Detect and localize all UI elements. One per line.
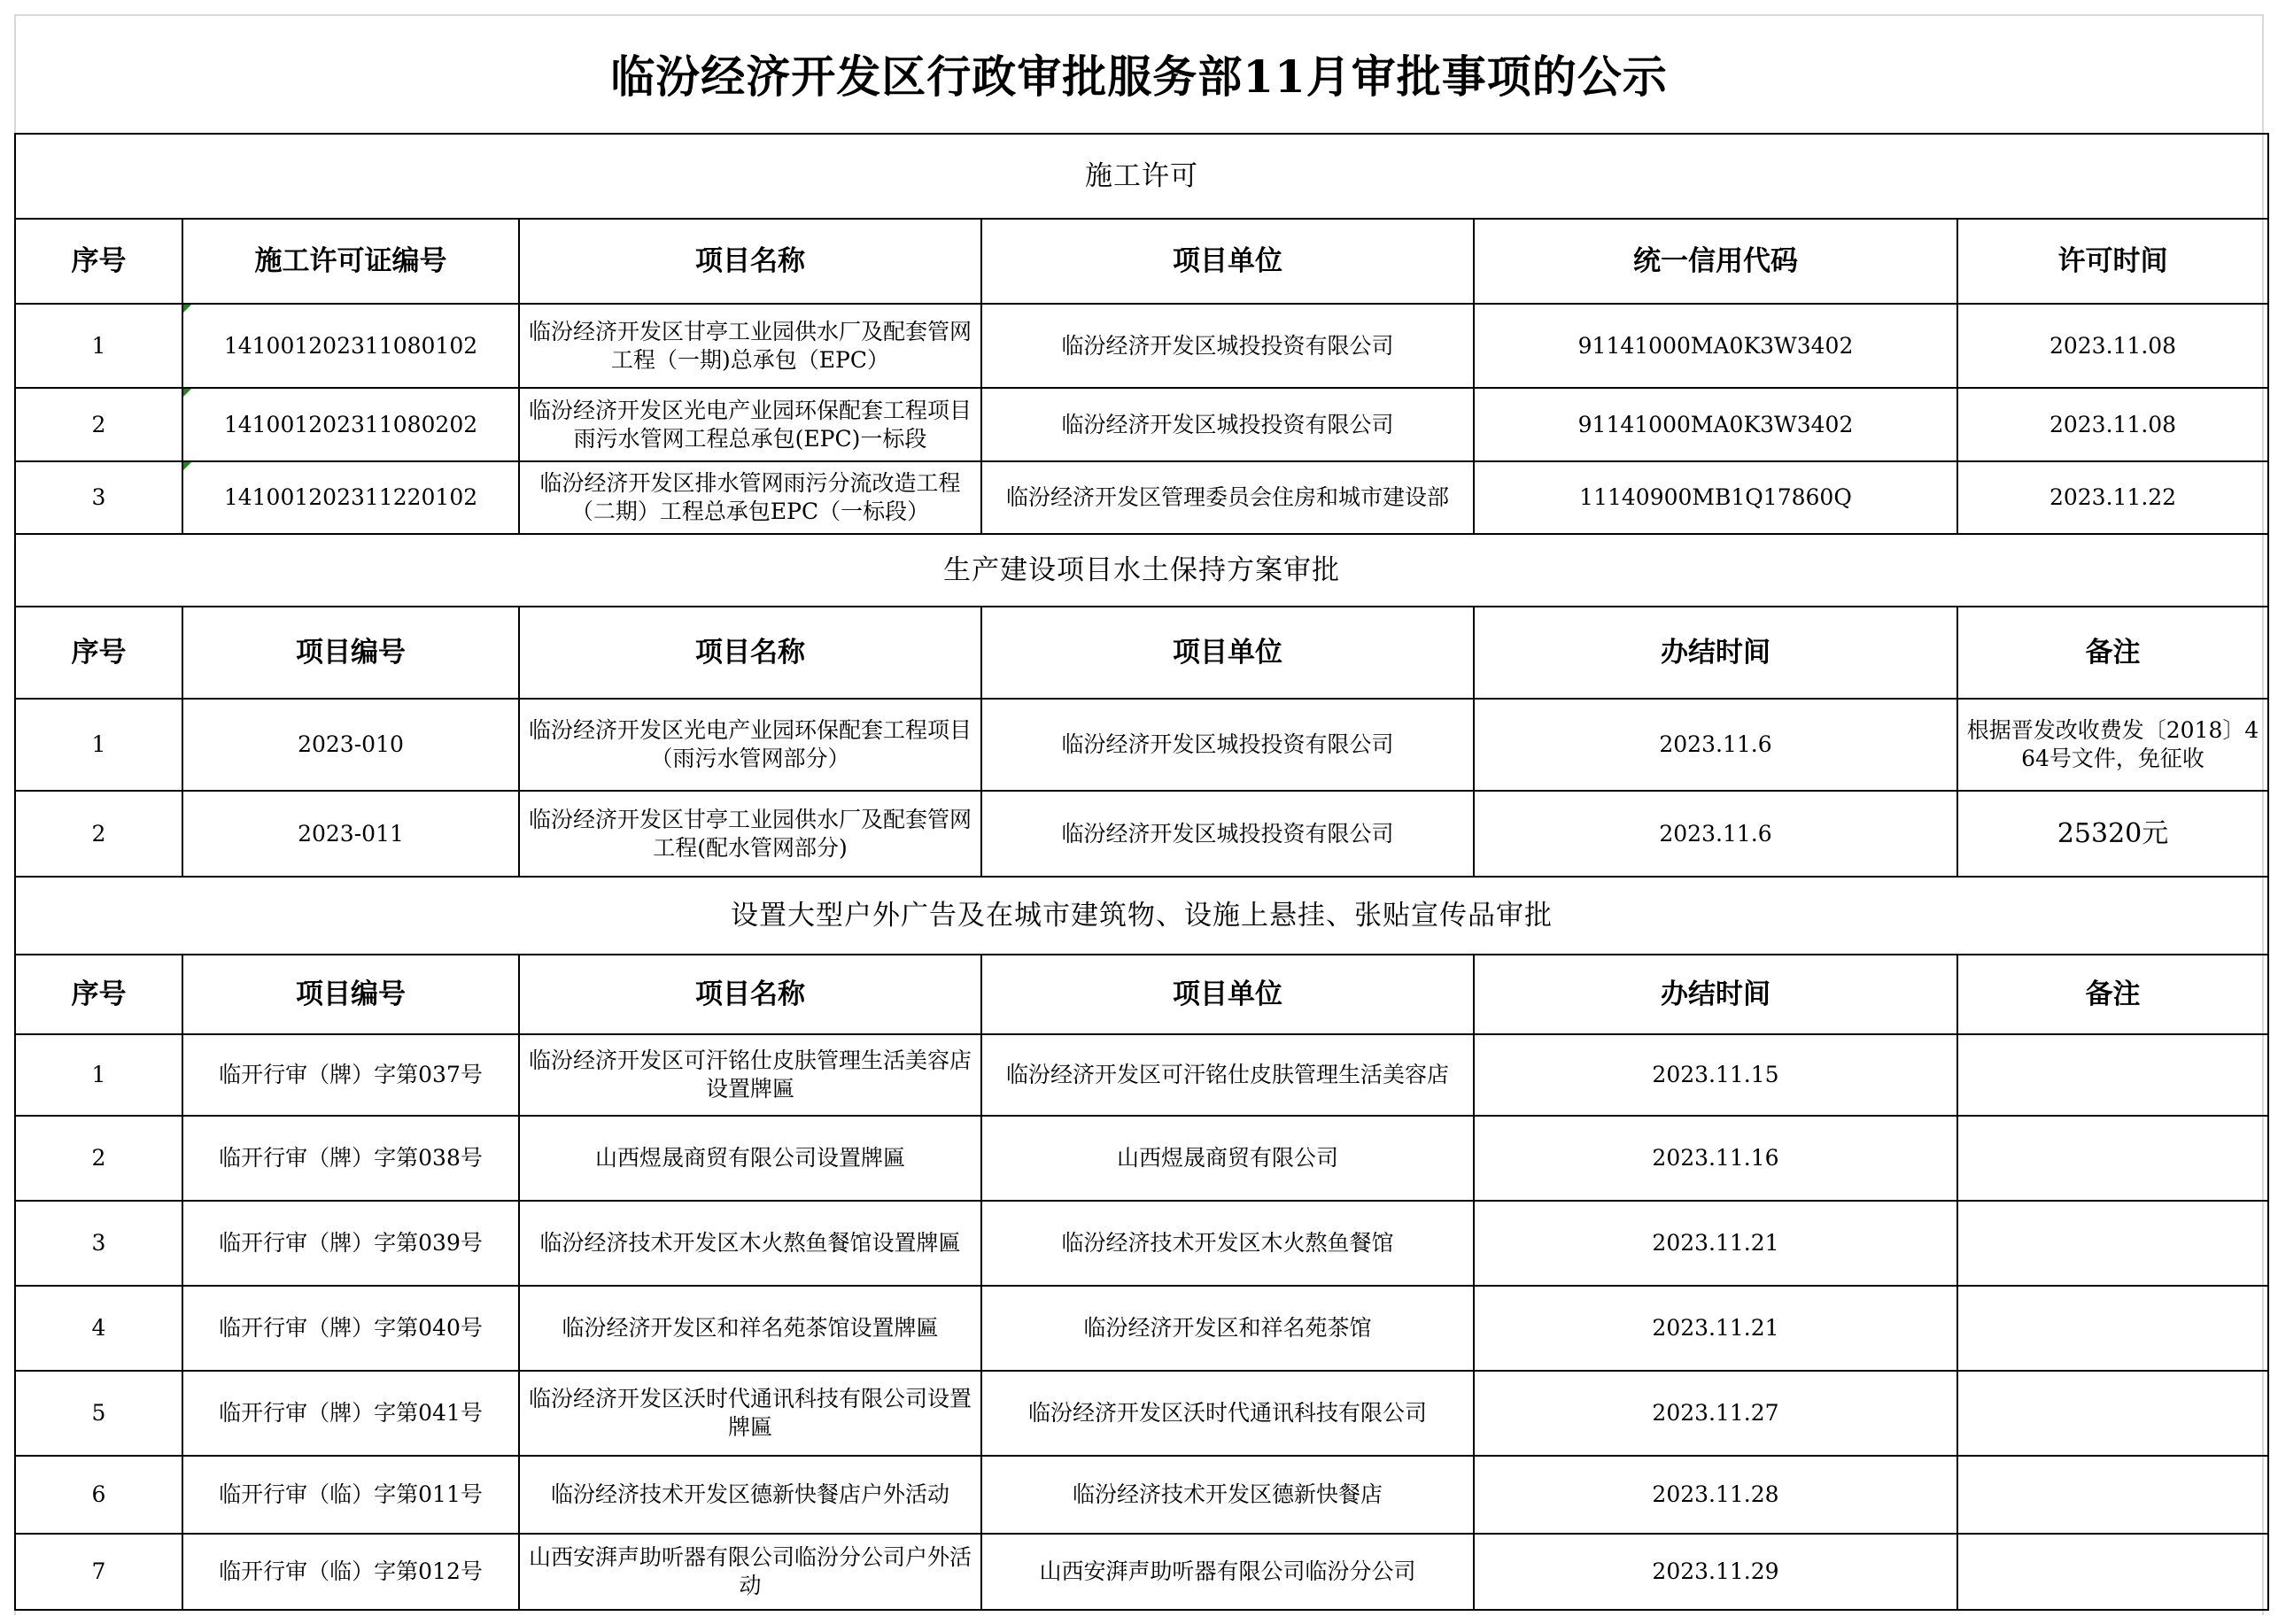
- table-row: [15, 461, 2268, 534]
- header-cell-project-number: 项目编号: [182, 607, 519, 699]
- header-cell-completion-date: 办结时间: [1474, 607, 1957, 699]
- table-row: [15, 1286, 2268, 1371]
- project-name-cell: 山西煜晟商贸有限公司设置牌匾: [519, 1116, 981, 1201]
- project-name-cell: 临汾经济开发区可汗铭仕皮肤管理生活美容店设置牌匾: [519, 1034, 981, 1116]
- project-unit-cell: 临汾经济技术开发区德新快餐店: [981, 1456, 1474, 1534]
- project-number-cell: 临开行审（牌）字第041号: [182, 1371, 519, 1456]
- header-cell-project-unit: 项目单位: [981, 219, 1474, 304]
- date-cell: 2023.11.21: [1474, 1286, 1957, 1371]
- section-title-construction-permit: 施工许可: [15, 134, 2268, 219]
- project-name-cell: 临汾经济开发区和祥名苑茶馆设置牌匾: [519, 1286, 981, 1371]
- table-row: [15, 1534, 2268, 1610]
- header-cell-permit-number: 施工许可证编号: [182, 219, 519, 304]
- project-unit-cell: 临汾经济技术开发区木火熬鱼餐馆: [981, 1201, 1474, 1286]
- header-cell-index: 序号: [15, 955, 182, 1034]
- header-cell-remarks: 备注: [1957, 607, 2268, 699]
- permit-number-cell: 141001202311080102: [182, 304, 519, 388]
- date-cell: 2023.11.21: [1474, 1201, 1957, 1286]
- remarks-cell: [1957, 1034, 2268, 1116]
- remarks-cell: [1957, 1286, 2268, 1371]
- project-unit-cell: 临汾经济开发区可汗铭仕皮肤管理生活美容店: [981, 1034, 1474, 1116]
- project-number-cell: 2023-011: [182, 791, 519, 877]
- project-name-cell: 临汾经济开发区光电产业园环保配套工程项目雨污水管网工程总承包(EPC)一标段: [519, 388, 981, 461]
- index-cell: 2: [15, 791, 182, 877]
- date-cell: 2023.11.6: [1474, 699, 1957, 791]
- remarks-cell: [1957, 1371, 2268, 1456]
- date-cell: 2023.11.29: [1474, 1534, 1957, 1610]
- project-unit-cell: 临汾经济开发区城投投资有限公司: [981, 699, 1474, 791]
- index-cell: 4: [15, 1286, 182, 1371]
- index-cell: 7: [15, 1534, 182, 1610]
- section-title-outdoor-advertising: 设置大型户外广告及在城市建筑物、设施上悬挂、张贴宣传品审批: [15, 877, 2268, 955]
- credit-code-cell: 11140900MB1Q17860Q: [1474, 461, 1957, 534]
- date-cell: 2023.11.08: [1957, 388, 2268, 461]
- remarks-cell: 根据晋发改收费发〔2018〕464号文件，免征收: [1957, 699, 2268, 791]
- header-cell-permit-date: 许可时间: [1957, 219, 2268, 304]
- header-cell-project-number: 项目编号: [182, 955, 519, 1034]
- credit-code-cell: 91141000MA0K3W3402: [1474, 304, 1957, 388]
- index-cell: 5: [15, 1371, 182, 1456]
- project-unit-cell: 临汾经济开发区城投投资有限公司: [981, 791, 1474, 877]
- header-cell-project-name: 项目名称: [519, 219, 981, 304]
- table-row: [15, 1116, 2268, 1201]
- project-name-cell: 临汾经济开发区沃时代通讯科技有限公司设置牌匾: [519, 1371, 981, 1456]
- project-unit-cell: 临汾经济开发区和祥名苑茶馆: [981, 1286, 1474, 1371]
- index-cell: 6: [15, 1456, 182, 1534]
- project-name-cell: 临汾经济开发区甘亭工业园供水厂及配套管网工程（一期)总承包（EPC）: [519, 304, 981, 388]
- project-unit-cell: 山西煜晟商贸有限公司: [981, 1116, 1474, 1201]
- header-row: [15, 607, 2268, 699]
- project-number-cell: 临开行审（牌）字第039号: [182, 1201, 519, 1286]
- header-cell-project-unit: 项目单位: [981, 955, 1474, 1034]
- date-cell: 2023.11.08: [1957, 304, 2268, 388]
- index-cell: 1: [15, 699, 182, 791]
- project-unit-cell: 临汾经济开发区管理委员会住房和城市建设部: [981, 461, 1474, 534]
- index-cell: 3: [15, 1201, 182, 1286]
- remarks-cell: 25320元: [1957, 791, 2268, 877]
- table-row: [15, 388, 2268, 461]
- index-cell: 1: [15, 1034, 182, 1116]
- date-cell: 2023.11.15: [1474, 1034, 1957, 1116]
- project-unit-cell: 临汾经济开发区城投投资有限公司: [981, 304, 1474, 388]
- table-row: [15, 1201, 2268, 1286]
- remarks-cell: [1957, 1534, 2268, 1610]
- index-cell: 1: [15, 304, 182, 388]
- table-row: [15, 791, 2268, 877]
- remarks-cell: [1957, 1116, 2268, 1201]
- index-cell: 3: [15, 461, 182, 534]
- project-name-cell: 山西安湃声助听器有限公司临汾分公司户外活动: [519, 1534, 981, 1610]
- section-title-row: [15, 877, 2268, 955]
- header-cell-remarks: 备注: [1957, 955, 2268, 1034]
- header-cell-credit-code: 统一信用代码: [1474, 219, 1957, 304]
- table-row: [15, 699, 2268, 791]
- project-name-cell: 临汾经济开发区光电产业园环保配套工程项目（雨污水管网部分）: [519, 699, 981, 791]
- date-cell: 2023.11.22: [1957, 461, 2268, 534]
- index-cell: 2: [15, 1116, 182, 1201]
- date-cell: 2023.11.28: [1474, 1456, 1957, 1534]
- project-number-cell: 临开行审（牌）字第040号: [182, 1286, 519, 1371]
- project-number-cell: 临开行审（临）字第011号: [182, 1456, 519, 1534]
- project-name-cell: 临汾经济开发区排水管网雨污分流改造工程（二期）工程总承包EPC（一标段）: [519, 461, 981, 534]
- section-title-row: [15, 134, 2268, 219]
- date-cell: 2023.11.6: [1474, 791, 1957, 877]
- header-cell-project-name: 项目名称: [519, 607, 981, 699]
- remarks-cell: [1957, 1456, 2268, 1534]
- project-unit-cell: 临汾经济开发区城投投资有限公司: [981, 388, 1474, 461]
- project-number-cell: 临开行审（临）字第012号: [182, 1534, 519, 1610]
- permit-number-cell: 141001202311080202: [182, 388, 519, 461]
- date-cell: 2023.11.16: [1474, 1116, 1957, 1201]
- project-name-cell: 临汾经济技术开发区木火熬鱼餐馆设置牌匾: [519, 1201, 981, 1286]
- section-title-row: [15, 534, 2268, 607]
- section-title-water-soil-conservation: 生产建设项目水土保持方案审批: [15, 534, 2268, 607]
- table-row: [15, 1371, 2268, 1456]
- credit-code-cell: 91141000MA0K3W3402: [1474, 388, 1957, 461]
- index-cell: 2: [15, 388, 182, 461]
- header-cell-project-name: 项目名称: [519, 955, 981, 1034]
- table-row: [15, 1456, 2268, 1534]
- remarks-cell: [1957, 1201, 2268, 1286]
- project-name-cell: 临汾经济技术开发区德新快餐店户外活动: [519, 1456, 981, 1534]
- header-cell-completion-date: 办结时间: [1474, 955, 1957, 1034]
- project-name-cell: 临汾经济开发区甘亭工业园供水厂及配套管网工程(配水管网部分): [519, 791, 981, 877]
- header-row: [15, 219, 2268, 304]
- table-row: [15, 304, 2268, 388]
- permit-number-cell: 141001202311220102: [182, 461, 519, 534]
- project-unit-cell: 山西安湃声助听器有限公司临汾分公司: [981, 1534, 1474, 1610]
- project-unit-cell: 临汾经济开发区沃时代通讯科技有限公司: [981, 1371, 1474, 1456]
- document-title: 临汾经济开发区行政审批服务部11月审批事项的公示: [610, 50, 1668, 103]
- date-cell: 2023.11.27: [1474, 1371, 1957, 1456]
- approval-table: [14, 133, 2269, 1611]
- project-number-cell: 临开行审（牌）字第038号: [182, 1116, 519, 1201]
- header-cell-project-unit: 项目单位: [981, 607, 1474, 699]
- project-number-cell: 临开行审（牌）字第037号: [182, 1034, 519, 1116]
- table-row: [15, 1034, 2268, 1116]
- header-cell-index: 序号: [15, 607, 182, 699]
- header-row: [15, 955, 2268, 1034]
- header-cell-index: 序号: [15, 219, 182, 304]
- project-number-cell: 2023-010: [182, 699, 519, 791]
